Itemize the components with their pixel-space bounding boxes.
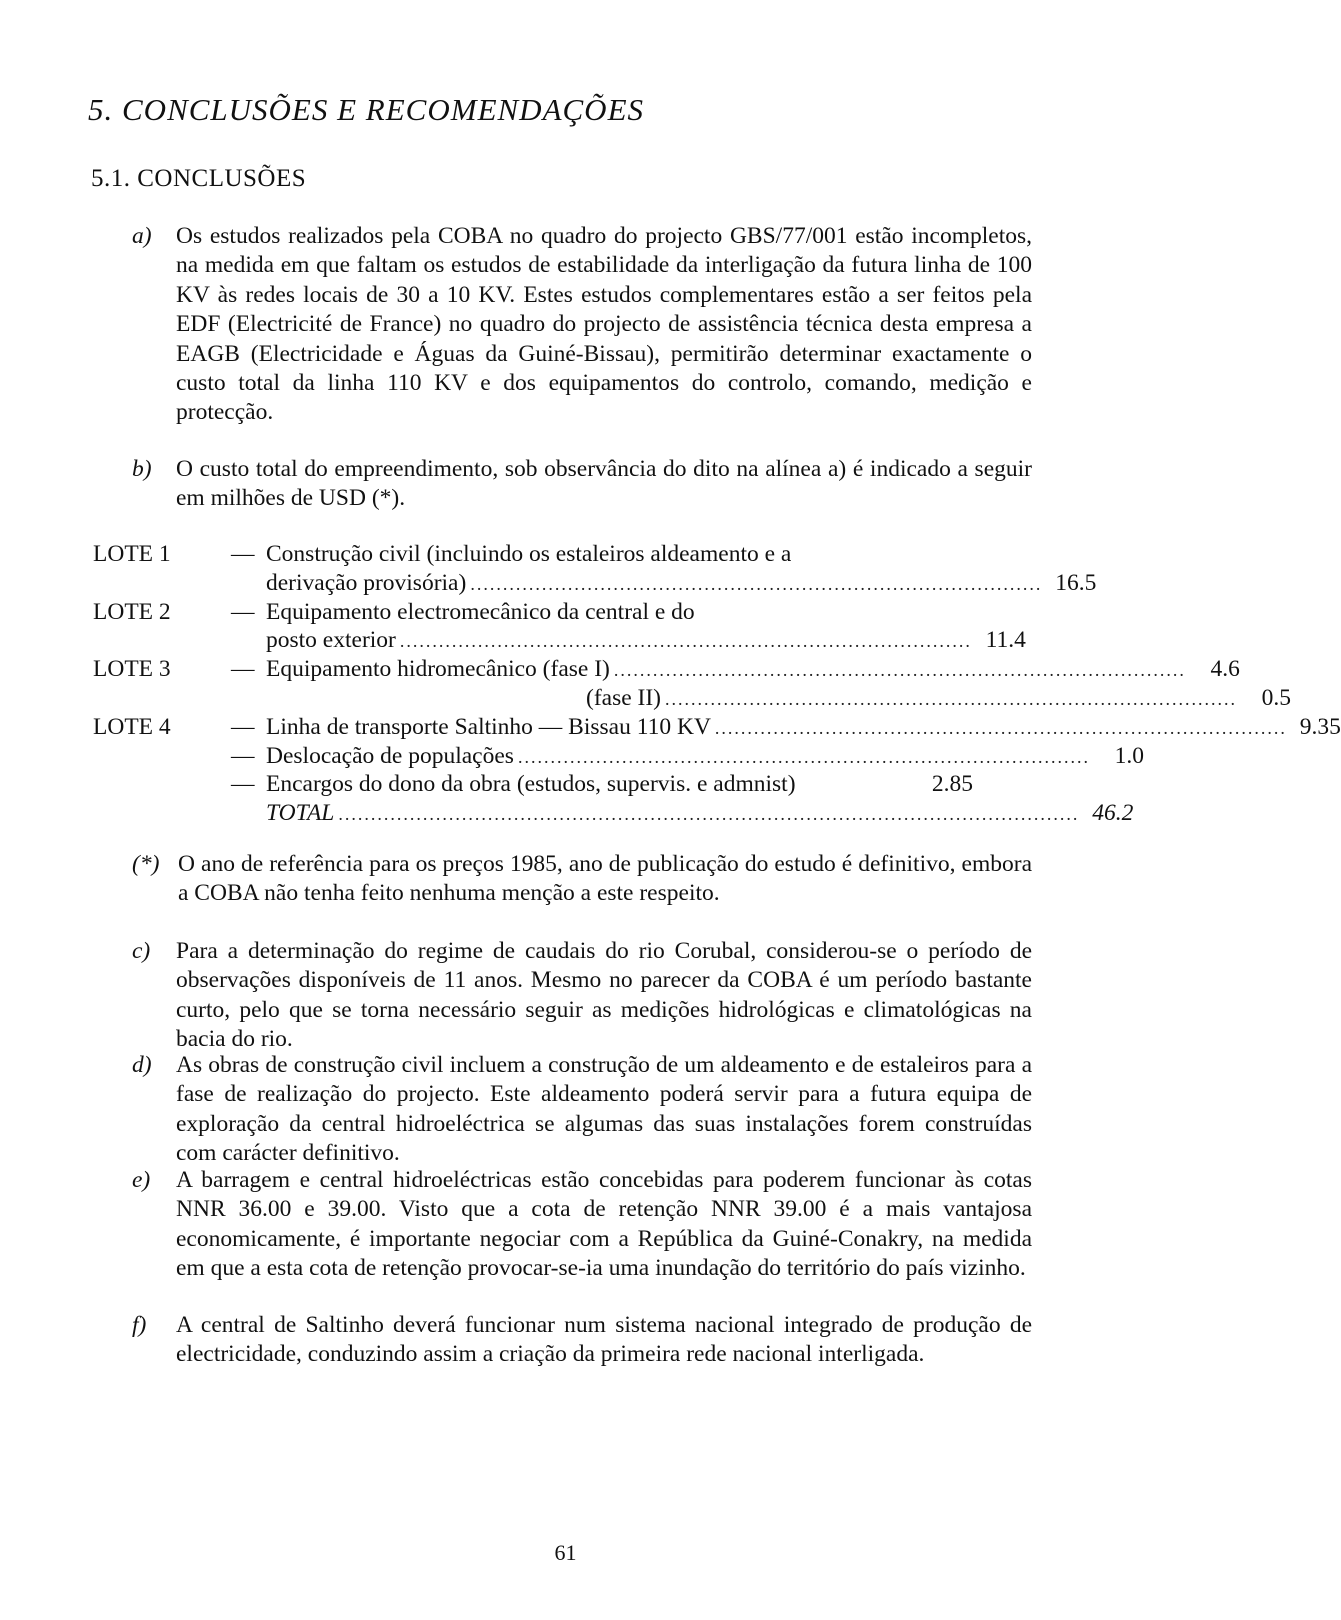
item-text: Os estudos realizados pela COBA no quadro do projecto GBS/77/001 estão incompletos, na medida em que faltam os estudos de estabilidade da interligação da futura linha de 100 KV às redes locais de 30 a 10 KV. Estes estudos complementares estão a ser feitos pela EDF (Electricité de France) no quadro do projecto de assistência técnica desta empresa a EAGB (Electricidade e Águas da Guiné-Bissau), permitirão determinar exactamente o custo total da linha 110 KV e dos equipamentos do controlo, comando, medição e protecção. (176, 223, 1032, 426)
section-title: 5.1. CONCLUSÕES (91, 165, 307, 192)
conclusion-item-a (132, 222, 1032, 428)
footnote-text: O ano de referência para os preços 1985, ano de publicação do estudo é definitivo, embora a COBA não tenha feito nenhuma menção a este respeito. (178, 851, 1032, 907)
conclusion-item-f (132, 1311, 1032, 1370)
row-description: Linha de transporte Saltinho — Bissau 110 KV (266, 713, 711, 740)
row-description: Encargos do dono da obra (estudos, supervis. e admnist) (266, 771, 796, 798)
item-label: b) (132, 456, 152, 482)
footnote-label: (*) (132, 851, 160, 877)
row-dash: — (231, 541, 255, 567)
conclusion-item-c (132, 937, 1032, 1055)
row-value: 4.6 (1210, 656, 1240, 683)
item-text: O custo total do empreendimento, sob observância do dito na alínea a) é indicado a seguir em milhões de USD (*). (176, 456, 1032, 512)
cost-row (93, 626, 1026, 655)
row-dash: — (231, 713, 255, 740)
item-text: Para a determinação do regime de caudais do rio Corubal, considerou-se o período de observações disponíveis de 11 anos. Mesmo no parecer da COBA é um período bastante curto, pelo que se torna necessário seguir as medições hidrológicas e climatológicas na bacia do rio. (176, 938, 1032, 1053)
row-description: Deslocação de populações (266, 742, 514, 769)
conclusion-item-d (132, 1051, 1032, 1169)
item-label: f) (132, 1312, 147, 1338)
row-value: 16.5 (1055, 569, 1097, 596)
item-label: a) (132, 223, 152, 249)
row-value: 11.4 (985, 627, 1026, 654)
conclusion-item-e (132, 1166, 1032, 1284)
row-description: (fase II) (586, 684, 662, 711)
chapter-title: 5. CONCLUSÕES E RECOMENDAÇÕES (88, 92, 644, 127)
cost-row (93, 742, 1144, 771)
page-number: 61 (554, 1540, 577, 1565)
dot-leader: ........................................................................................ (613, 660, 1186, 681)
lote-code: LOTE 4 (93, 713, 171, 740)
footnote (132, 850, 1032, 909)
dot-leader: ........................................................................................ (665, 688, 1238, 709)
row-description: Construção civil (incluindo os estaleiros aldeamento e a (266, 541, 792, 567)
dot-leader: ........................................................................................ (714, 717, 1287, 738)
cost-row (93, 684, 1292, 713)
total-label: TOTAL (266, 800, 335, 827)
row-dash: — (231, 598, 255, 625)
row-description: posto exterior (266, 627, 396, 654)
item-label: c) (132, 938, 151, 964)
lote-code: LOTE 1 (93, 541, 171, 567)
cost-table (93, 540, 1341, 828)
cost-row (93, 713, 1341, 742)
dot-leader: .................................................................................................................. (338, 804, 1080, 825)
dot-leader: ........................................................................................ (517, 746, 1090, 767)
cost-row (93, 540, 973, 569)
lote-code: LOTE 3 (93, 656, 171, 683)
row-dash: — (231, 742, 255, 769)
dot-leader: ........................................................................................ (470, 573, 1043, 594)
row-dash: — (231, 771, 255, 798)
row-description: Equipamento electromecânico da central e do (266, 598, 695, 625)
dot-leader: ........................................................................................ (399, 631, 972, 652)
cost-row (93, 770, 973, 799)
cost-row (93, 569, 1097, 598)
row-value: 2.85 (931, 771, 973, 798)
cost-total-row (93, 799, 1134, 828)
item-text: As obras de construção civil incluem a construção de um aldeamento e de estaleiros para a fase de realização do projecto. Este aldeamento poderá servir para a futura equipa de exploração da central hidroeléctrica se algumas das suas instalações forem construídas com carácter definitivo. (176, 1052, 1032, 1167)
item-label: d) (132, 1052, 152, 1078)
row-description: Equipamento hidromecânico (fase I) (266, 656, 610, 683)
row-value: 1.0 (1114, 742, 1144, 769)
cost-row (93, 598, 973, 627)
conclusion-item-b (132, 455, 1032, 514)
row-dash: — (231, 656, 255, 683)
row-value: 9.35 (1299, 713, 1341, 740)
item-text: A central de Saltinho deverá funcionar num sistema nacional integrado de produção de electricidade, conduzindo assim a criação da primeira rede nacional interligada. (176, 1312, 1032, 1368)
item-label: e) (132, 1167, 151, 1193)
total-value: 46.2 (1092, 800, 1134, 827)
row-value: 0.5 (1261, 684, 1292, 711)
lote-code: LOTE 2 (93, 598, 171, 625)
cost-row (93, 655, 1240, 684)
item-text: A barragem e central hidroeléctricas estão concebidas para poderem funcionar às cotas NNR 36.00 e 39.00. Visto que a cota de retenção NNR 39.00 é a mais vantajosa economicamente, é importante negociar com a República da Guiné-Conakry, na medida em que a esta cota de retenção provocar-se-ia uma inundação do território do país vizinho. (176, 1167, 1032, 1282)
row-description: derivação provisória) (266, 569, 467, 596)
